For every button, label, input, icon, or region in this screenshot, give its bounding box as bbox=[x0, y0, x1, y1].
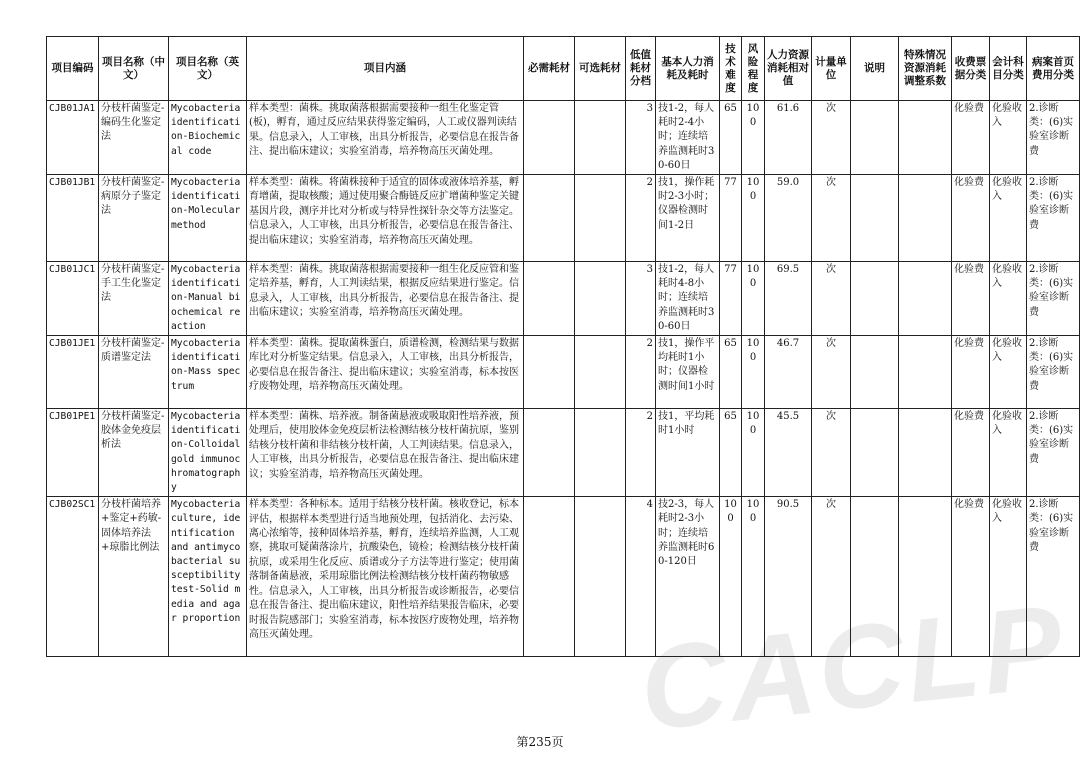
cell-relative: 45.5 bbox=[765, 409, 812, 497]
table-row bbox=[47, 497, 1080, 657]
cell-record-cat: 2.诊断类：(6)实验室诊断费 bbox=[1027, 262, 1080, 336]
cell-relative: 90.5 bbox=[765, 497, 812, 657]
cell-content: 样本类型：菌株。挑取菌落根据需要接种一组生化鉴定管(板)，孵育，通过反应结果获得鉴定编码，人工或仪器判读结果。信息录入，人工审核，出具分析报告，必要信息在报告备注、提出临床建议；实验室消毒，培养物高压灭菌处理。 bbox=[247, 101, 524, 175]
cell-relative: 59.0 bbox=[765, 175, 812, 262]
cell-name-en: Mycobacteria identification-Colloidal gold immunochromatography bbox=[169, 409, 247, 497]
cell-special bbox=[899, 175, 952, 262]
cell-special bbox=[899, 497, 952, 657]
cell-name-en: Mycobacteria identification-Biochemical code bbox=[169, 101, 247, 175]
cell-labor: 技1-2，每人耗时4-8小时；连续培养监测耗时30-60日 bbox=[656, 262, 720, 336]
cell-difficulty: 65 bbox=[720, 409, 742, 497]
cell-risk: 100 bbox=[742, 101, 765, 175]
cell-risk: 100 bbox=[742, 497, 765, 657]
header-labor: 基本人力消耗及耗时 bbox=[656, 37, 720, 101]
cell-name-en: Mycobacteria identification-Manual biochemical reaction bbox=[169, 262, 247, 336]
cell-name-cn: 分枝杆菌鉴定-病原分子鉴定法 bbox=[99, 175, 169, 262]
cell-code: CJB01PE1 bbox=[47, 409, 99, 497]
cell-fee-cat: 化验费 bbox=[952, 409, 990, 497]
cell-note bbox=[851, 409, 899, 497]
cell-labor: 技1，操作耗时2-3小时；仪器检测时间1-2日 bbox=[656, 175, 720, 262]
table-row bbox=[47, 262, 1080, 336]
cell-low-value: 2 bbox=[626, 336, 656, 409]
cell-special bbox=[899, 262, 952, 336]
cell-note bbox=[851, 262, 899, 336]
cell-note bbox=[851, 101, 899, 175]
page-number: 第235页 bbox=[516, 735, 564, 749]
cell-difficulty: 65 bbox=[720, 101, 742, 175]
cell-acct-cat: 化验收入 bbox=[990, 101, 1027, 175]
cell-low-value: 2 bbox=[626, 175, 656, 262]
cell-required bbox=[524, 336, 575, 409]
cell-unit: 次 bbox=[812, 262, 851, 336]
cell-note bbox=[851, 175, 899, 262]
header-note: 说明 bbox=[851, 37, 899, 101]
cell-name-cn: 分枝杆菌鉴定-手工生化鉴定法 bbox=[99, 262, 169, 336]
cell-fee-cat: 化验费 bbox=[952, 175, 990, 262]
cell-labor: 技1，平均耗时1小时 bbox=[656, 409, 720, 497]
cell-acct-cat: 化验收入 bbox=[990, 262, 1027, 336]
cell-content: 样本类型：菌株。挑取菌落根据需要接种一组生化反应管和鉴定培养基，孵育，人工判读结果，根据反应结果进行鉴定。信息录入，人工审核，出具分析报告，必要信息在报告备注、提出临床建议；实验室消毒，培养物高压灭菌处理。 bbox=[247, 262, 524, 336]
cell-code: CJB01JA1 bbox=[47, 101, 99, 175]
table-row bbox=[47, 101, 1080, 175]
cell-content: 样本类型：菌株、培养液。制备菌悬液或吸取阳性培养液，预处理后，使用胶体金免疫层析法检测结核分枝杆菌抗原，鉴别结核分枝杆菌和非结核分枝杆菌，人工判读结果。信息录入，人工审核，出具分析报告，必要信息在报告备注、提出临床建议；实验室消毒，培养物高压灭菌处理。 bbox=[247, 409, 524, 497]
cell-required bbox=[524, 409, 575, 497]
cell-special bbox=[899, 336, 952, 409]
cell-name-cn: 分枝杆菌鉴定-编码生化鉴定法 bbox=[99, 101, 169, 175]
cell-code: CJB01JB1 bbox=[47, 175, 99, 262]
cell-unit: 次 bbox=[812, 497, 851, 657]
cell-relative: 46.7 bbox=[765, 336, 812, 409]
table-row bbox=[47, 336, 1080, 409]
cell-note bbox=[851, 497, 899, 657]
cell-low-value: 2 bbox=[626, 409, 656, 497]
cell-low-value: 4 bbox=[626, 497, 656, 657]
header-row bbox=[47, 37, 1080, 101]
header-unit: 计量单位 bbox=[812, 37, 851, 101]
header-acct-cat: 会计科目分类 bbox=[990, 37, 1027, 101]
cell-name-en: Mycobacteria identification-Molecular method bbox=[169, 175, 247, 262]
cell-labor: 技1-2，每人耗时2-4小时；连续培养监测耗时30-60日 bbox=[656, 101, 720, 175]
cell-required bbox=[524, 262, 575, 336]
cell-record-cat: 2.诊断类：(6)实验室诊断费 bbox=[1027, 101, 1080, 175]
cell-required bbox=[524, 175, 575, 262]
cell-low-value: 3 bbox=[626, 262, 656, 336]
cell-risk: 100 bbox=[742, 262, 765, 336]
header-optional: 可选耗材 bbox=[575, 37, 626, 101]
header-code: 项目编码 bbox=[47, 37, 99, 101]
cell-name-cn: 分枝杆菌鉴定-胶体金免疫层析法 bbox=[99, 409, 169, 497]
header-difficulty: 技术难度 bbox=[720, 37, 742, 101]
cell-note bbox=[851, 336, 899, 409]
cell-name-en: Mycobacteria identification-Mass spectrum bbox=[169, 336, 247, 409]
header-low-value: 低值耗材分档 bbox=[626, 37, 656, 101]
cell-unit: 次 bbox=[812, 175, 851, 262]
cell-fee-cat: 化验费 bbox=[952, 497, 990, 657]
cell-risk: 100 bbox=[742, 175, 765, 262]
cell-acct-cat: 化验收入 bbox=[990, 497, 1027, 657]
cell-labor: 技2-3，每人耗时2-3小时；连续培养监测耗时60-120日 bbox=[656, 497, 720, 657]
cell-required bbox=[524, 497, 575, 657]
table-row bbox=[47, 409, 1080, 497]
cell-relative: 61.6 bbox=[765, 101, 812, 175]
cell-fee-cat: 化验费 bbox=[952, 336, 990, 409]
cell-difficulty: 65 bbox=[720, 336, 742, 409]
header-risk: 风险程度 bbox=[742, 37, 765, 101]
cell-code: CJB01JC1 bbox=[47, 262, 99, 336]
cell-difficulty: 77 bbox=[720, 175, 742, 262]
table-row bbox=[47, 175, 1080, 262]
cell-content: 样本类型：菌株。提取菌株蛋白，质谱检测，检测结果与数据库比对分析鉴定结果。信息录入，人工审核，出具分析报告，必要信息在报告备注、提出临床建议；实验室消毒，标本按医疗废物处理，培养物高压灭菌处理。 bbox=[247, 336, 524, 409]
cell-content: 样本类型：菌株。将菌株接种于适宜的固体或液体培养基，孵育增菌，提取核酸；通过使用聚合酶链反应扩增菌种鉴定关键基因片段，测序并比对分析或与特异性探针杂交等方法鉴定。信息录入，人工审核，出具分析报告，必要信息在报告备注、提出临床建议；实验室消毒，培养物高压灭菌处理。 bbox=[247, 175, 524, 262]
header-required: 必需耗材 bbox=[524, 37, 575, 101]
cell-labor: 技1，操作平均耗时1小时；仪器检测时间1小时 bbox=[656, 336, 720, 409]
cell-low-value: 3 bbox=[626, 101, 656, 175]
cell-special bbox=[899, 409, 952, 497]
cell-acct-cat: 化验收入 bbox=[990, 409, 1027, 497]
fee-table-sheet bbox=[46, 36, 1074, 657]
cell-record-cat: 2.诊断类：(6)实验室诊断费 bbox=[1027, 175, 1080, 262]
cell-name-cn: 分枝杆菌鉴定-质谱鉴定法 bbox=[99, 336, 169, 409]
cell-optional bbox=[575, 497, 626, 657]
cell-optional bbox=[575, 262, 626, 336]
header-name-en: 项目名称（英文） bbox=[169, 37, 247, 101]
cell-risk: 100 bbox=[742, 336, 765, 409]
cell-relative: 69.5 bbox=[765, 262, 812, 336]
cell-record-cat: 2.诊断类：(6)实验室诊断费 bbox=[1027, 497, 1080, 657]
cell-unit: 次 bbox=[812, 101, 851, 175]
cell-optional bbox=[575, 409, 626, 497]
cell-fee-cat: 化验费 bbox=[952, 101, 990, 175]
cell-acct-cat: 化验收入 bbox=[990, 336, 1027, 409]
cell-unit: 次 bbox=[812, 409, 851, 497]
cell-difficulty: 100 bbox=[720, 497, 742, 657]
cell-record-cat: 2.诊断类：(6)实验室诊断费 bbox=[1027, 336, 1080, 409]
cell-required bbox=[524, 101, 575, 175]
header-record-cat: 病案首页费用分类 bbox=[1027, 37, 1080, 101]
header-content: 项目内涵 bbox=[247, 37, 524, 101]
cell-optional bbox=[575, 336, 626, 409]
cell-name-cn: 分枝杆菌培养+鉴定+药敏-固体培养法+琼脂比例法 bbox=[99, 497, 169, 657]
header-fee-cat: 收费票据分类 bbox=[952, 37, 990, 101]
cell-code: CJB01JE1 bbox=[47, 336, 99, 409]
cell-difficulty: 77 bbox=[720, 262, 742, 336]
cell-fee-cat: 化验费 bbox=[952, 262, 990, 336]
cell-unit: 次 bbox=[812, 336, 851, 409]
cell-optional bbox=[575, 101, 626, 175]
cell-content: 样本类型：各种标本。适用于结核分枝杆菌。核收登记，标本评估，根据样本类型进行适当地预处理，包括消化、去污染、离心浓缩等，接种固体培养基，孵育，连续培养监测，人工观察，挑取可疑菌落涂片，抗酸染色，镜检；检测结核分枝杆菌抗原，或采用生化反应、质谱或分子方法等进行鉴定；使用菌落制备菌悬液，采用琼脂比例法检测结核分枝杆菌药物敏感性。信息录入，人工审核，出具分析报告或诊断报告，必要信息在报告备注、提出临床建议，阳性培养结果报告临床，必要时报告院感部门；实验室消毒，标本按医疗废物处理，培养物高压灭菌处理。 bbox=[247, 497, 524, 657]
header-special: 特殊情况资源消耗调整系数 bbox=[899, 37, 952, 101]
header-relative: 人力资源消耗相对值 bbox=[765, 37, 812, 101]
cell-record-cat: 2.诊断类：(6)实验室诊断费 bbox=[1027, 409, 1080, 497]
cell-risk: 100 bbox=[742, 409, 765, 497]
header-name-cn: 项目名称（中文） bbox=[99, 37, 169, 101]
cell-code: CJB02SC1 bbox=[47, 497, 99, 657]
watermark: CACLP bbox=[634, 580, 1073, 756]
cell-name-en: Mycobacteria culture, identification and antimycobacterial susceptibility test-Solid media and agar proportion bbox=[169, 497, 247, 657]
cell-optional bbox=[575, 175, 626, 262]
cell-special bbox=[899, 101, 952, 175]
fee-table bbox=[46, 36, 1080, 657]
cell-acct-cat: 化验收入 bbox=[990, 175, 1027, 262]
